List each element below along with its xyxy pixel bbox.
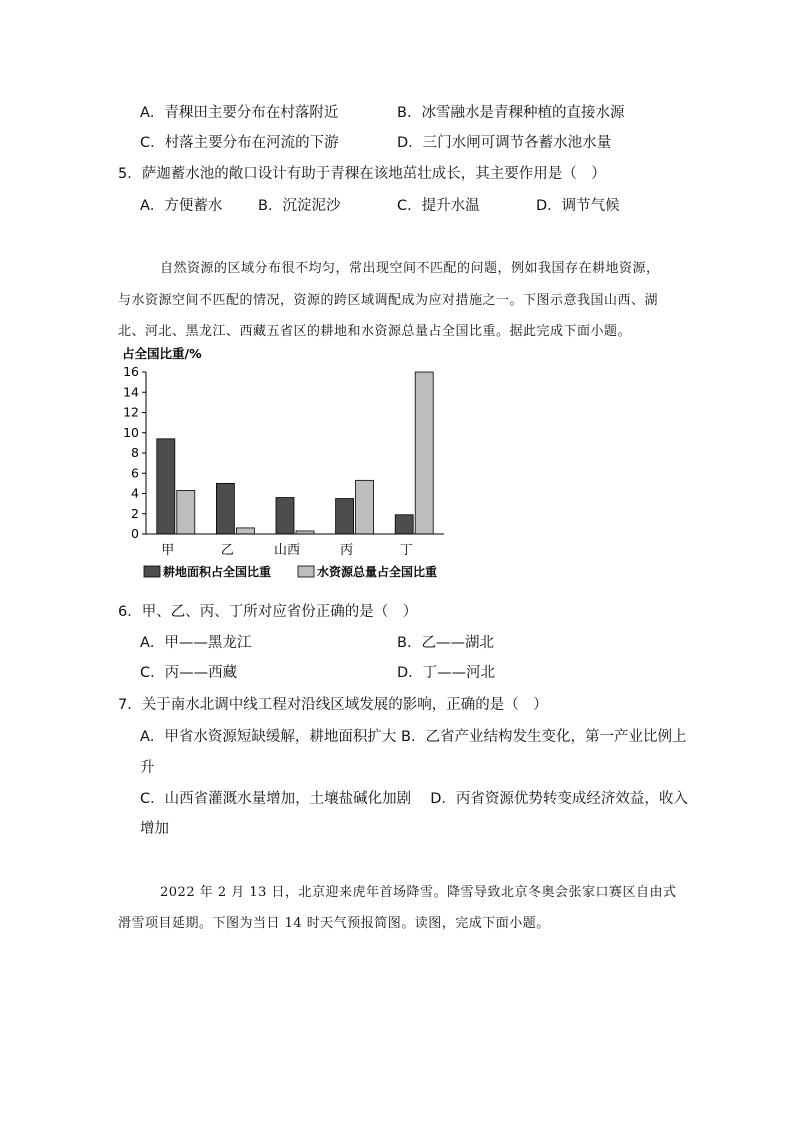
- bar-water-4: [415, 372, 433, 534]
- passage2-line2: 滑雪项目延期。下图为当日 14 时天气预报简图。读图，完成下面小题。: [118, 916, 550, 931]
- q4-option-a: A．青稞田主要分布在村落附近: [140, 105, 339, 121]
- y-tick-label: 0: [131, 526, 139, 541]
- x-category-label: 乙: [220, 543, 234, 558]
- y-axis-label: 占全国比重/%: [122, 346, 202, 361]
- resource-share-bar-chart: [118, 344, 458, 586]
- legend: [144, 564, 437, 579]
- x-axis-categories: [161, 543, 412, 558]
- y-axis-ticks: [123, 364, 146, 541]
- legend-label-cultivated: 耕地面积占全国比重: [163, 565, 272, 579]
- x-category-label: 丁: [399, 543, 413, 558]
- y-tick-label: 16: [123, 364, 139, 379]
- y-tick-label: 2: [131, 505, 139, 521]
- y-tick-label: 12: [123, 404, 139, 420]
- q5-option-c: C．提升水温: [397, 198, 480, 214]
- q5-option-d: D．调节气候: [536, 198, 620, 214]
- passage1-line3: 北、河北、黑龙江、西藏五省区的耕地和水资源总量占全国比重。据此完成下面小题。: [118, 324, 632, 339]
- bar-water-3: [356, 480, 374, 534]
- q7-stem: 7．关于南水北调中线工程对沿线区域发展的影响，正确的是（ ）: [118, 697, 548, 713]
- q6-option-a: A．甲——黑龙江: [140, 635, 252, 651]
- q5-option-a: A．方便蓄水: [140, 198, 223, 214]
- bar-cultivated-3: [336, 499, 354, 534]
- legend-swatch-cultivated: [144, 566, 160, 577]
- q7-line4: 增加: [140, 821, 169, 837]
- legend-label-water: 水资源总量占全国比重: [317, 565, 438, 579]
- legend-swatch-water: [298, 566, 314, 577]
- bar-water-1: [236, 528, 254, 534]
- q7-line1: A．甲省水资源短缺缓解，耕地面积扩大 B．乙省产业结构发生变化，第一产业比例上: [140, 729, 687, 745]
- x-category-label: 甲: [161, 543, 175, 558]
- x-category-label: 丙: [340, 543, 354, 558]
- bar-cultivated-4: [395, 515, 413, 534]
- bars: [157, 372, 433, 534]
- bar-water-0: [177, 490, 195, 534]
- y-tick-label: 6: [131, 465, 139, 481]
- q4-option-d: D．三门水闸可调节各蓄水池水量: [397, 135, 612, 151]
- q5-stem: 5．萨迦蓄水池的敞口设计有助于青稞在该地茁壮成长，其主要作用是（ ）: [118, 166, 606, 182]
- passage1-line2: 与水资源空间不匹配的情况，资源的跨区域调配成为应对措施之一。下图示意我国山西、湖: [118, 293, 659, 308]
- y-tick-label: 4: [131, 485, 139, 501]
- x-category-label: 山西: [273, 543, 301, 558]
- q6-option-c: C．丙——西藏: [140, 665, 238, 681]
- passage1-line1: 自然资源的区域分布很不均匀，常出现空间不匹配的问题，例如我国存在耕地资源，: [160, 261, 660, 276]
- q6-option-b: B．乙——湖北: [397, 635, 494, 651]
- y-tick-label: 10: [123, 424, 139, 440]
- q7-line2: 升: [140, 760, 155, 776]
- q7-line3: C．山西省灌溉水量增加，土壤盐碱化加剧 D．丙省资源优势转变成经济效益，收入: [140, 791, 688, 807]
- bar-cultivated-1: [216, 483, 234, 534]
- passage2-line1: 2022 年 2 月 13 日，北京迎来虎年首场降雪。降雪导致北京冬奥会张家口赛区自由式: [160, 885, 677, 900]
- q4-option-c: C．村落主要分布在河流的下游: [140, 135, 339, 151]
- q6-stem: 6．甲、乙、丙、丁所对应省份正确的是（ ）: [118, 604, 418, 620]
- y-tick-label: 14: [123, 384, 139, 400]
- y-tick-label: 8: [131, 445, 139, 460]
- q5-option-b: B．沉淀泥沙: [258, 198, 341, 214]
- bar-cultivated-0: [157, 439, 175, 534]
- q4-option-b: B．冰雪融水是青稞种植的直接水源: [397, 105, 625, 121]
- bar-cultivated-2: [276, 498, 294, 534]
- q6-option-d: D．丁——河北: [397, 665, 496, 681]
